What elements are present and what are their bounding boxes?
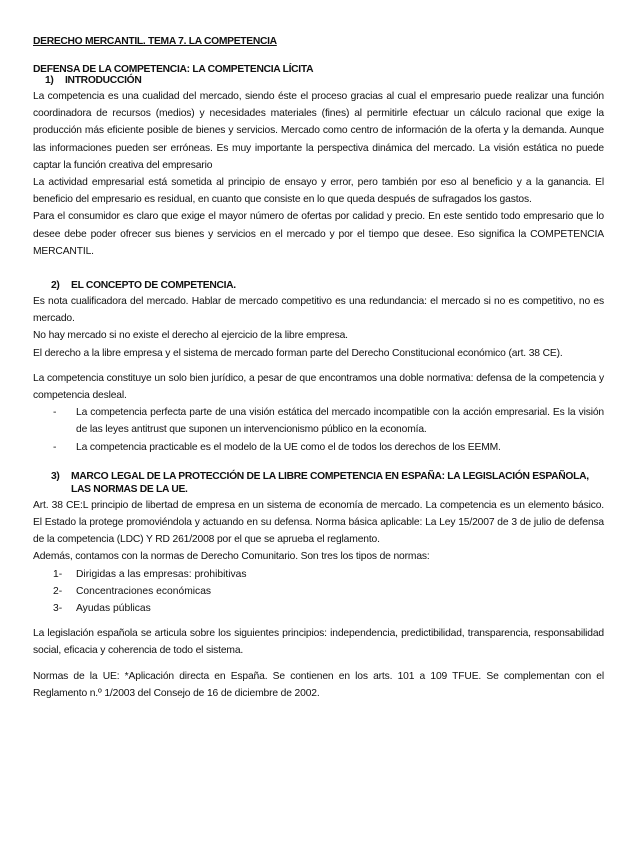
heading-text: INTRODUCCIÓN: [65, 75, 142, 86]
list-item: [33, 566, 604, 583]
list-item-text: Ayudas públicas: [76, 603, 151, 615]
document-title: DERECHO MERCANTIL. TEMA 7. LA COMPETENCIA: [33, 36, 277, 47]
list-item: [33, 439, 604, 456]
list-item-text: La competencia perfecta parte de una visión estática del mercado incompatible con la acción empresarial. Es la visión de las leyes antitrust que suponen un intervencionismo público en la economía.: [76, 407, 604, 436]
heading-concepto: [51, 280, 604, 291]
list-marker: 2-: [53, 585, 63, 597]
bullet-marker: -: [53, 441, 57, 453]
list-marker: 3-: [53, 603, 63, 615]
list-item-text: La competencia practicable es el modelo de la UE como el de todos los derechos de los EEMM.: [76, 441, 501, 453]
list-item-text: Dirigidas a las empresas: prohibitivas: [76, 568, 247, 580]
paragraph: La competencia constituye un solo bien jurídico, a pesar de que encontramos una doble normativa: defensa de la competencia y competencia desleal.: [33, 372, 604, 402]
paragraph: El derecho a la libre empresa y el sistema de mercado forman parte del Derecho Constitucional económico (art. 38 CE).: [33, 347, 563, 359]
heading-marco-legal: [51, 471, 604, 495]
paragraph: Es nota cualificadora del mercado. Hablar de mercado competitivo es una redundancia: el mercado si no es competitivo, no es mercado.: [33, 296, 604, 325]
bullet-marker: -: [53, 407, 57, 419]
numbered-list: [33, 566, 604, 618]
section-title: DEFENSA DE LA COMPETENCIA: LA COMPETENCIA LÍCITA: [33, 64, 314, 75]
paragraph: Art. 38 CE:L principio de libertad de empresa en un sistema de economía de mercado. La competencia es un elemento básico. El Estado la protege promoviéndola y actuando en su defensa. Norma básica aplicable: La Ley 15/2007 de 3 de julio de defensa de la competencia (LDC) Y RD 261/2008 por el que se aprueba el reglamento.: [33, 499, 604, 546]
paragraph: La competencia es una cualidad del mercado, siendo éste el proceso gracias al cual el empresario puede realizar una función coordinadora de recursos (medios) y necesidades materiales (fines) al permitirle efectuar un cálculo racional que exige la producción más eficiente posible de bienes y servicios. Mercado como centro de información de la oferta y la demanda. Aunque las informaciones pueden ser erróneas. Es muy importante la perspectiva dinámica del mercado. La visión estática no puede captar la función creativa del empresario: [33, 91, 604, 171]
list-item: [33, 404, 604, 438]
paragraph: No hay mercado si no existe el derecho al ejercicio de la libre empresa.: [33, 330, 348, 342]
list-item: [33, 583, 604, 600]
list-marker: 1-: [53, 568, 63, 580]
heading-text: EL CONCEPTO DE COMPETENCIA.: [71, 280, 236, 292]
heading-number: 1): [45, 75, 54, 86]
heading-text-continued: LAS NORMAS DE LA UE.: [71, 483, 188, 495]
paragraph: Además, contamos con la normas de Derecho Comunitario. Son tres los tipos de normas:: [33, 551, 430, 563]
document-page: [33, 36, 604, 702]
heading-number: 3): [51, 470, 60, 482]
heading-text: MARCO LEGAL DE LA PROTECCIÓN DE LA LIBRE COMPETENCIA EN ESPAÑA: LA LEGISLACIÓN ESPAÑOLA,: [71, 470, 589, 482]
bullet-list: [33, 404, 604, 456]
paragraph: Para el consumidor es claro que exige el mayor número de ofertas por calidad y precio. En este sentido todo empresario que lo desee debe poder ofrecer sus bienes y servicios en el mercado y por el tiempo que desee. Eso significa la COMPETENCIA MERCANTIL.: [33, 211, 604, 257]
heading-introduccion: [45, 75, 604, 86]
paragraph: Normas de la UE: *Aplicación directa en España. Se contienen en los arts. 101 a 109 TFUE. Se complementan con el Reglamento n.º 1/2003 del Consejo de 16 de diciembre de 2002.: [33, 670, 604, 699]
list-item: [33, 600, 604, 617]
heading-number: 2): [51, 280, 60, 292]
paragraph: La legislación española se articula sobre los siguientes principios: independencia, predictibilidad, transparencia, responsabilidad social, eficacia y coherencia de todo el sistema.: [33, 628, 604, 657]
paragraph: La actividad empresarial está sometida al principio de ensayo y error, pero también por eso al beneficio y a la ganancia. El beneficio del empresario es residual, en cuanto que consiste en lo que queda después de sufragados los gastos.: [33, 177, 604, 206]
list-item-text: Concentraciones económicas: [76, 585, 212, 597]
